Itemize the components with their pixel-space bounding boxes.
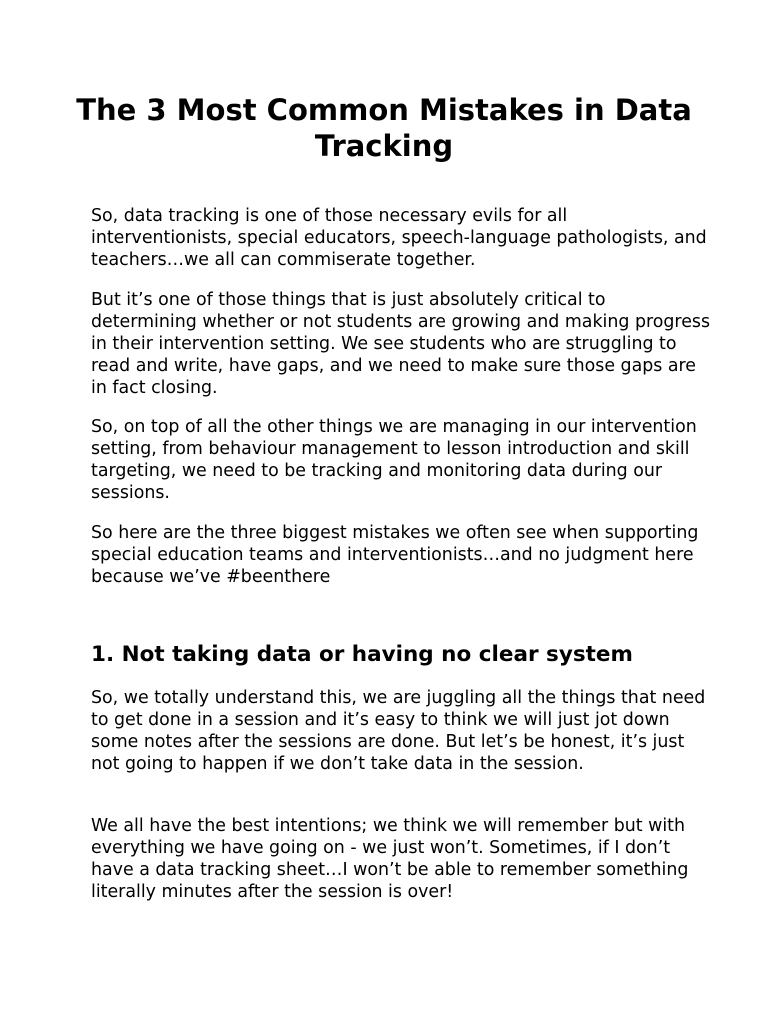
- intro-paragraph-1: So, data tracking is one of those necessary evils for all interventionists, special educators, speech-language pathologists, and teachers…we all can commiserate together.: [91, 206, 707, 270]
- section-1-heading: 1. Not taking data or having no clear system: [91, 642, 633, 667]
- intro-paragraph-4: So here are the three biggest mistakes we often see when supporting special education teams and interventionists…and no judgment here because we’ve #beenthere: [91, 523, 699, 587]
- document-title: The 3 Most Common Mistakes in Data Tracking: [76, 93, 692, 163]
- section-1-paragraph-1: So, we totally understand this, we are juggling all the things that need to get done in a session and it’s easy to think we will just jot down some notes after the sessions are done. But let’s be honest, it’s just not going to happen if we don’t take data in the session.: [91, 688, 706, 774]
- intro-paragraph-3: So, on top of all the other things we are managing in our intervention setting, from behaviour management to lesson introduction and skill targeting, we need to be tracking and monitoring data during our sessions.: [91, 417, 697, 503]
- intro-paragraph-2: But it’s one of those things that is just absolutely critical to determining whether or not students are growing and making progress in their intervention setting. We see students who are struggling to read and write, have gaps, and we need to make sure those gaps are in fact closing.: [91, 290, 711, 398]
- section-1-paragraph-2: We all have the best intentions; we think we will remember but with everything we have going on - we just won’t. Sometimes, if I don’t have a data tracking sheet…I won’t be able to remember something literally minutes after the session is over!: [91, 816, 689, 902]
